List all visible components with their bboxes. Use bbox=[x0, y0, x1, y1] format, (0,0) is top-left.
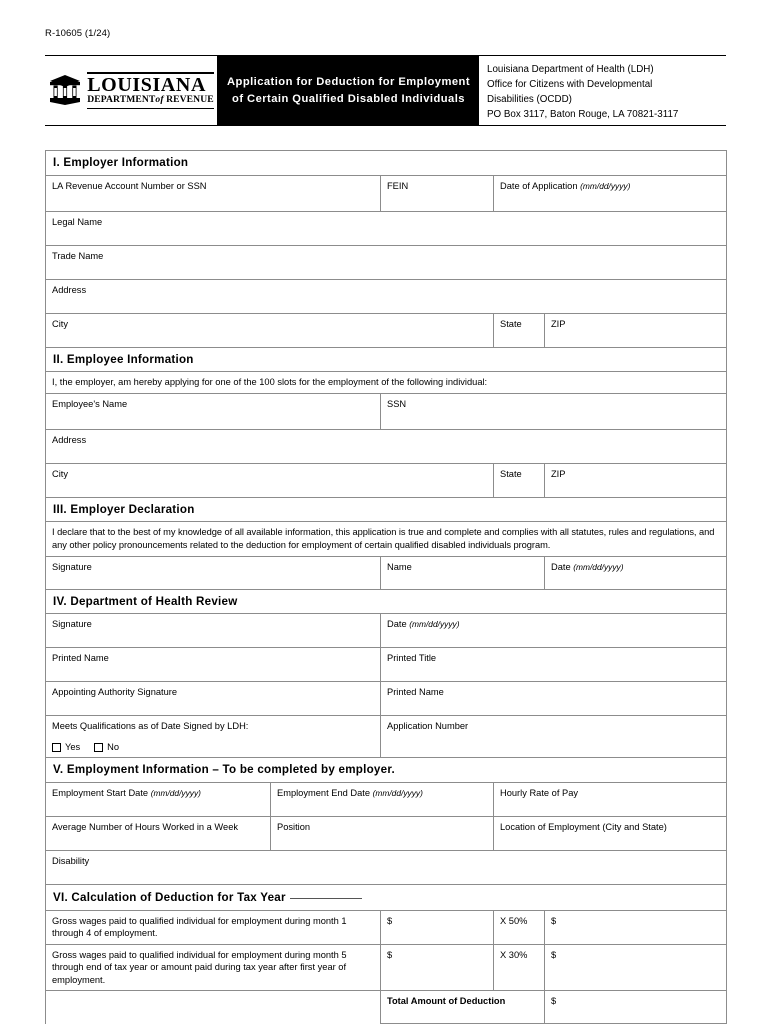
form-row bbox=[46, 782, 727, 816]
field-position[interactable]: Position bbox=[271, 816, 494, 850]
louisiana-capitol-icon bbox=[48, 74, 82, 106]
form-row bbox=[46, 850, 727, 884]
checkbox-no[interactable] bbox=[94, 741, 119, 754]
checkbox-yes-box[interactable] bbox=[52, 743, 61, 752]
table-row bbox=[46, 944, 727, 991]
meets-qualifications-label: Meets Qualifications as of Date Signed by LDH: bbox=[52, 721, 249, 732]
form-row bbox=[46, 279, 727, 313]
field-fein[interactable]: FEIN bbox=[381, 175, 494, 211]
form-row bbox=[46, 429, 727, 463]
form-row bbox=[46, 175, 727, 211]
form-row bbox=[46, 313, 727, 347]
form-row bbox=[46, 372, 727, 394]
masthead bbox=[45, 55, 726, 126]
section-iv-heading: IV. Department of Health Review bbox=[46, 589, 727, 614]
calc-row-2-amount[interactable]: $ bbox=[381, 944, 494, 991]
form-row bbox=[46, 648, 727, 682]
form-row bbox=[46, 682, 727, 716]
field-employee-city[interactable]: City bbox=[46, 463, 494, 497]
field-declaration-date[interactable]: Date (mm/dd/yyyy) bbox=[545, 556, 727, 589]
section-v-heading: V. Employment Information – To be completed by employer. bbox=[46, 758, 727, 783]
calc-total-spacer bbox=[46, 991, 381, 1024]
field-employment-end-date[interactable]: Employment End Date (mm/dd/yyyy) bbox=[271, 782, 494, 816]
address-line: PO Box 3117, Baton Rouge, LA 70821-3117 bbox=[487, 108, 679, 120]
field-la-revenue-account-number[interactable]: LA Revenue Account Number or SSN bbox=[46, 175, 381, 211]
form-title bbox=[218, 56, 479, 125]
field-employer-city[interactable]: City bbox=[46, 313, 494, 347]
field-application-number[interactable]: Application Number bbox=[381, 716, 727, 758]
form-row bbox=[46, 816, 727, 850]
section-heading-row bbox=[46, 151, 727, 176]
form-row bbox=[46, 211, 727, 245]
checkbox-yes-label: Yes bbox=[65, 741, 81, 752]
form-title-line-1: Application for Deduction for Employment bbox=[227, 76, 470, 89]
form-row bbox=[46, 556, 727, 589]
checkbox-no-label: No bbox=[107, 741, 120, 752]
checkbox-no-box[interactable] bbox=[94, 743, 103, 752]
section-iii-heading: III. Employer Declaration bbox=[46, 497, 727, 522]
field-employer-address[interactable]: Address bbox=[46, 279, 727, 313]
field-employee-name[interactable]: Employee's Name bbox=[46, 393, 381, 429]
logo-state-name: LOUISIANA bbox=[87, 74, 206, 97]
calc-row-1-result[interactable]: $ bbox=[545, 910, 727, 944]
calc-row-1-multiplier: X 50% bbox=[494, 910, 545, 944]
logo-rule-bottom bbox=[87, 108, 214, 109]
form-number: R-10605 (1/24) bbox=[45, 28, 111, 39]
field-ldh-signature[interactable]: Signature bbox=[46, 614, 381, 648]
meets-qualifications-cell bbox=[46, 716, 381, 758]
table-row bbox=[46, 991, 727, 1024]
employee-statement: I, the employer, am hereby applying for one of the 100 slots for the employment of the following individual: bbox=[46, 372, 727, 394]
field-employee-zip[interactable]: ZIP bbox=[545, 463, 727, 497]
checkbox-yes[interactable] bbox=[52, 741, 80, 754]
field-employee-address[interactable]: Address bbox=[46, 429, 727, 463]
section-heading-row bbox=[46, 497, 727, 522]
form-row bbox=[46, 716, 727, 758]
calc-row-1-description: Gross wages paid to qualified individual for employment during month 1 through 4 of employment. bbox=[46, 910, 381, 944]
field-employee-ssn[interactable]: SSN bbox=[381, 393, 727, 429]
calc-row-1-amount[interactable]: $ bbox=[381, 910, 494, 944]
field-trade-name[interactable]: Trade Name bbox=[46, 245, 727, 279]
form-row bbox=[46, 393, 727, 429]
field-ldh-printed-name[interactable]: Printed Name bbox=[46, 648, 381, 682]
address-line: Disabilities (OCDD) bbox=[487, 93, 572, 105]
address-line: Office for Citizens with Developmental bbox=[487, 78, 653, 90]
field-disability[interactable]: Disability bbox=[46, 850, 727, 884]
field-appointing-authority-signature[interactable]: Appointing Authority Signature bbox=[46, 682, 381, 716]
calc-row-2-description: Gross wages paid to qualified individual for employment during month 5 through end of tax year or amount paid during tax year after first year of employment. bbox=[46, 944, 381, 991]
table-row bbox=[46, 910, 727, 944]
field-average-hours[interactable]: Average Number of Hours Worked in a Week bbox=[46, 816, 271, 850]
agency-address-block bbox=[479, 56, 726, 125]
form-row bbox=[46, 245, 727, 279]
section-heading-row bbox=[46, 884, 727, 910]
calc-row-2-result[interactable]: $ bbox=[545, 944, 727, 991]
agency-logo bbox=[45, 56, 218, 125]
section-ii-heading: II. Employee Information bbox=[46, 347, 727, 372]
field-location-of-employment[interactable]: Location of Employment (City and State) bbox=[494, 816, 727, 850]
field-employer-zip[interactable]: ZIP bbox=[545, 313, 727, 347]
logo-department-name: DEPARTMENTof REVENUE bbox=[87, 94, 214, 106]
form-body bbox=[45, 150, 727, 1024]
calc-total-amount[interactable]: $ bbox=[545, 991, 727, 1024]
form-row bbox=[46, 614, 727, 648]
form-row bbox=[46, 522, 727, 556]
tax-year-blank[interactable] bbox=[290, 889, 362, 899]
field-appointing-printed-name[interactable]: Printed Name bbox=[381, 682, 727, 716]
field-employer-state[interactable]: State bbox=[494, 313, 545, 347]
field-ldh-date[interactable]: Date (mm/dd/yyyy) bbox=[381, 614, 727, 648]
section-vi-heading: VI. Calculation of Deduction for Tax Year bbox=[46, 884, 727, 910]
section-heading-row bbox=[46, 758, 727, 783]
field-date-of-application[interactable]: Date of Application (mm/dd/yyyy) bbox=[494, 175, 727, 211]
address-line: Louisiana Department of Health (LDH) bbox=[487, 64, 654, 75]
field-declaration-name[interactable]: Name bbox=[381, 556, 545, 589]
field-employee-state[interactable]: State bbox=[494, 463, 545, 497]
field-employment-start-date[interactable]: Employment Start Date (mm/dd/yyyy) bbox=[46, 782, 271, 816]
calc-total-label: Total Amount of Deduction bbox=[381, 991, 545, 1024]
field-declaration-signature[interactable]: Signature bbox=[46, 556, 381, 589]
field-legal-name[interactable]: Legal Name bbox=[46, 211, 727, 245]
field-hourly-rate[interactable]: Hourly Rate of Pay bbox=[494, 782, 727, 816]
field-ldh-printed-title[interactable]: Printed Title bbox=[381, 648, 727, 682]
section-heading-row bbox=[46, 589, 727, 614]
declaration-text: I declare that to the best of my knowledge of all available information, this application is true and complete and complies with all statutes, rules and regulations, and any other policy pronouncements related to the deduction for employment of certain qualified disabled individuals program. bbox=[46, 522, 727, 556]
calc-row-2-multiplier: X 30% bbox=[494, 944, 545, 991]
form-row bbox=[46, 463, 727, 497]
form-title-line-2: of Certain Qualified Disabled Individuals bbox=[232, 92, 465, 105]
section-heading-row bbox=[46, 347, 727, 372]
section-i-heading: I. Employer Information bbox=[46, 151, 727, 176]
